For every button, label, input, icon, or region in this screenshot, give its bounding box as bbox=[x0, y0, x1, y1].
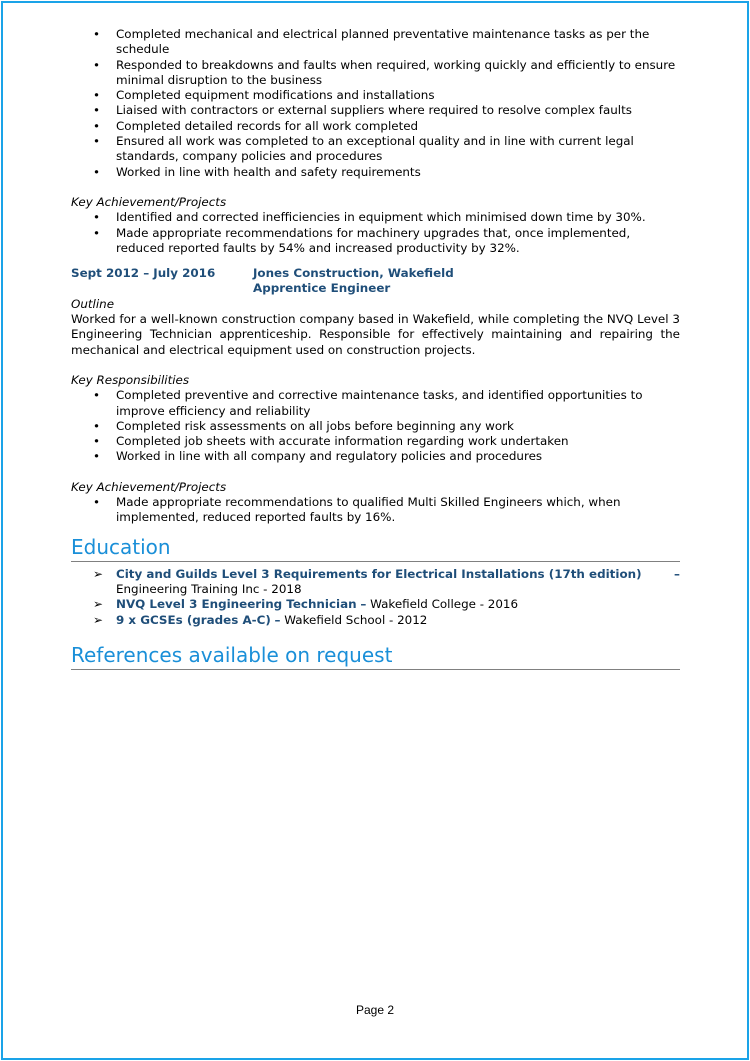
job2-dates: Sept 2012 – July 2016 bbox=[71, 266, 216, 281]
list-item: • Ensured all work was completed to an exceptional quality and in line with current legal standards, company policies and procedures bbox=[71, 134, 680, 165]
list-item: • Liaised with contractors or external suppliers where required to resolve complex faults bbox=[71, 103, 680, 118]
list-item: • Worked in line with health and safety requirements bbox=[71, 165, 680, 180]
job1-responsibilities-list bbox=[71, 27, 680, 180]
education-list bbox=[71, 567, 680, 628]
job2-company-block bbox=[253, 266, 454, 297]
job2-achievements-list bbox=[71, 495, 680, 526]
arrow-bullet-icon: ➢ bbox=[93, 612, 103, 627]
job2-title: Apprentice Engineer bbox=[253, 281, 391, 296]
job2-header bbox=[71, 266, 680, 297]
education-heading: Education bbox=[71, 534, 680, 562]
list-item: • Identified and corrected inefficiencies in equipment which minimised down time by 30%. bbox=[71, 210, 680, 225]
list-item: • Completed detailed records for all work completed bbox=[71, 119, 680, 134]
page-number: Page 2 bbox=[355, 1003, 395, 1017]
references-heading: References available on request bbox=[71, 642, 680, 670]
education-item bbox=[71, 567, 680, 598]
job1-achievements-label: Key Achievement/Projects bbox=[71, 194, 227, 209]
education-title: NVQ Level 3 Engineering Technician bbox=[116, 597, 357, 612]
list-item: • Worked in line with all company and regulatory policies and procedures bbox=[71, 449, 680, 464]
arrow-bullet-icon: ➢ bbox=[93, 566, 103, 581]
list-item: • Completed mechanical and electrical planned preventative maintenance tasks as per the schedule bbox=[71, 27, 680, 58]
job2-company: Jones Construction, Wakefield bbox=[253, 266, 454, 281]
list-item: • Completed risk assessments on all jobs before beginning any work bbox=[71, 419, 680, 434]
job2-outline-text: Worked for a well-known construction company based in Wakefield, while completing the NVQ Level 3 Engineering Technician apprenticeship. Responsible for effectively maintaining and repairing the mechanical and electrical equipment used on construction projects. bbox=[71, 312, 680, 357]
arrow-bullet-icon: ➢ bbox=[93, 597, 103, 612]
job2-outline-label: Outline bbox=[71, 296, 115, 311]
education-title: City and Guilds Level 3 Requirements for Electrical Installations (17th edition) bbox=[116, 566, 642, 581]
education-detail: Engineering Training Inc - 2018 bbox=[116, 581, 302, 596]
job2-achievements-label: Key Achievement/Projects bbox=[71, 479, 227, 494]
list-item: • Made appropriate recommendations for machinery upgrades that, once implemented, reduced reported faults by 54% and increased productivity by 32%. bbox=[71, 226, 680, 257]
education-dash: – bbox=[360, 597, 367, 612]
cv-page-content bbox=[71, 27, 680, 670]
education-detail: Wakefield School - 2012 bbox=[284, 612, 428, 627]
education-dash: – bbox=[674, 566, 680, 581]
education-detail: Wakefield College - 2016 bbox=[370, 597, 519, 612]
list-item: • Completed preventive and corrective maintenance tasks, and identified opportunities to improve efficiency and reliability bbox=[71, 388, 680, 419]
list-item: • Responded to breakdowns and faults when required, working quickly and efficiently to ensure minimal disruption to the business bbox=[71, 58, 680, 89]
education-dash: – bbox=[274, 612, 281, 627]
job2-responsibilities-label: Key Responsibilities bbox=[71, 372, 190, 387]
education-title: 9 x GCSEs (grades A-C) bbox=[116, 612, 271, 627]
list-item: • Made appropriate recommendations to qualified Multi Skilled Engineers which, when implemented, reduced reported faults by 16%. bbox=[71, 495, 680, 526]
list-item: • Completed equipment modifications and installations bbox=[71, 88, 680, 103]
job2-responsibilities-list bbox=[71, 388, 680, 464]
job1-achievements-list bbox=[71, 210, 680, 256]
education-item bbox=[71, 597, 680, 612]
education-item bbox=[71, 613, 680, 628]
list-item: • Completed job sheets with accurate information regarding work undertaken bbox=[71, 434, 680, 449]
